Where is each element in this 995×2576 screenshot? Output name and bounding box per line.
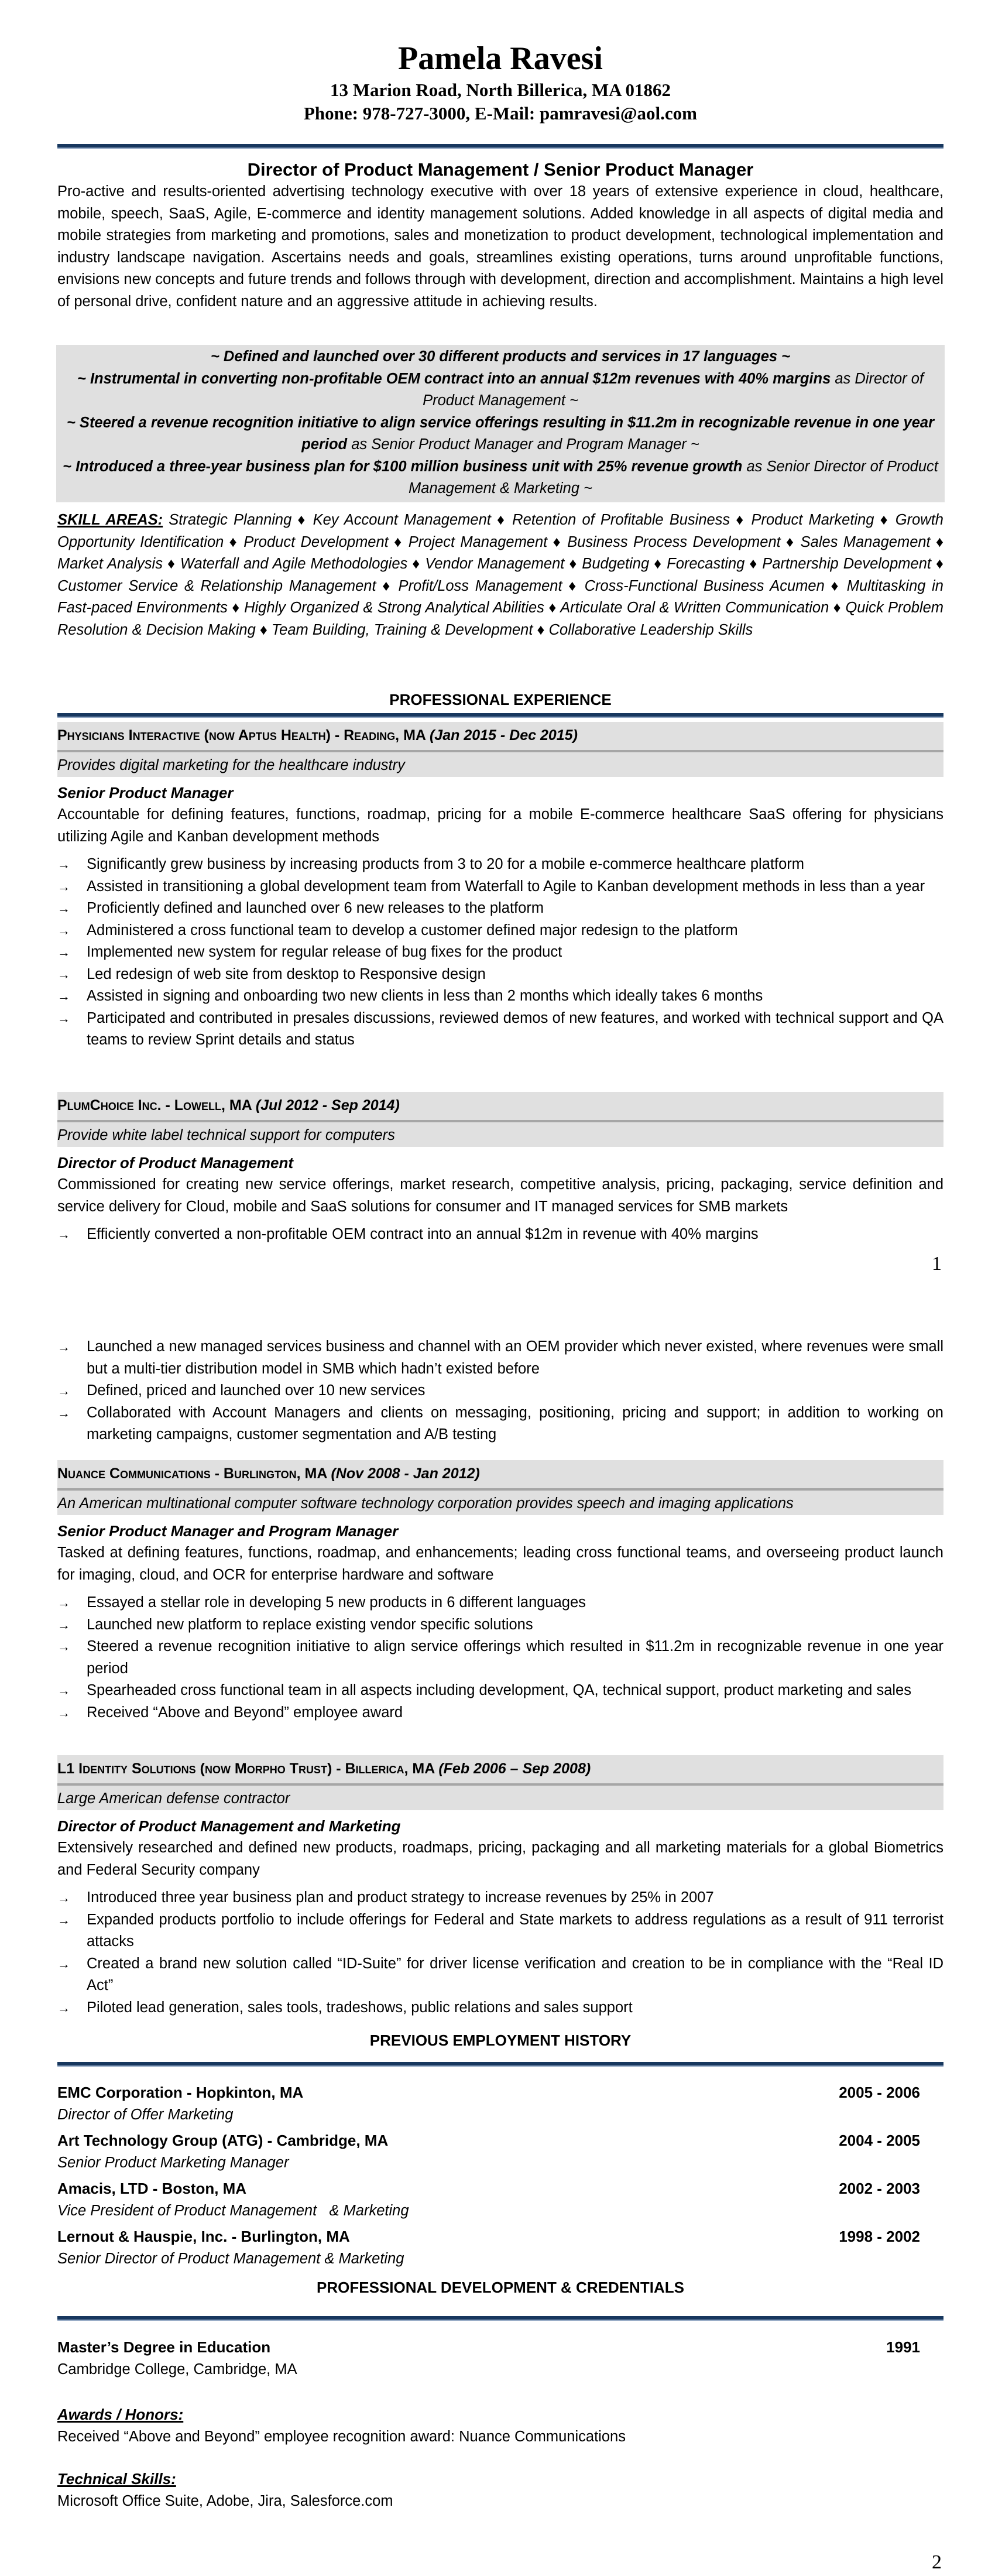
previous-company: Art Technology Group (ATG) - Cambridge, MA (57, 2132, 389, 2149)
job-title: Senior Product Manager and Program Manager (57, 1522, 399, 1540)
highlight-item: ~ Steered a revenue recognition initiative to align service offerings resulting in $11.2m in recognizable revenue in one year period as Senior Product Manager and Program Manager ~ (66, 414, 935, 453)
arrow-right-icon: → (57, 967, 70, 982)
arrow-right-icon: → (57, 1683, 70, 1698)
achievement-item: → Launched a new managed services business and channel with an OEM provider which never existed, where revenues were small but a multi-tier distribution model in SMB which hadn’t existed before (57, 1336, 943, 1380)
achievement-item: → Steered a revenue recognition initiative to align service offerings which resulted in $11.2m in recognizable revenue in one year period (57, 1636, 943, 1680)
previous-role: Senior Director of Product Management & Marketing (57, 2250, 404, 2267)
arrow-right-icon: → (57, 2000, 70, 2015)
achievement-item: → Administered a cross functional team to develop a customer defined major redesign to the platform (57, 920, 943, 942)
summary-paragraph: Pro-active and results-oriented advertising technology executive with over 18 years of extensive experience in cloud, healthcare, mobile, speech, SaaS, Agile, E-commerce and identity management solutions. Added knowledge in all aspects of digital media and mobile strategies from marketing and promotions, sales and monetization to product development, technological implementation and industry landscape navigation. Ascertains needs and goals, streamlines existing operations, turns around unprofitable functions, envisions new concepts and future trends and follows through with development, direction and accomplishment. Maintains a high level of personal drive, confident nature and an aggressive attitude in achieving results. (57, 183, 943, 310)
arrow-right-icon: → (57, 989, 70, 1003)
awards-text: Received “Above and Beyond” employee recognition award: Nuance Communications (57, 2428, 626, 2445)
achievement-list (57, 1224, 943, 1246)
achievement-item: → Piloted lead generation, sales tools, tradeshows, public relations and sales support (57, 1997, 943, 2019)
section-divider (57, 2062, 943, 2067)
company-name: Physicians Interactive (now Aptus Health) - Reading, MA (Jan 2015 - Dec 2015) (57, 727, 578, 744)
arrow-right-icon: → (57, 1912, 70, 1927)
arrow-right-icon: → (57, 1595, 70, 1610)
headline: Director of Product Management / Senior Product Manager (247, 159, 754, 180)
company-description: Provides digital marketing for the healthcare industry (57, 757, 405, 773)
page-number: 2 (932, 2551, 942, 2573)
technical-skills-heading: Technical Skills: (57, 2470, 176, 2488)
section-heading-experience: PROFESSIONAL EXPERIENCE (389, 691, 612, 708)
previous-years: 2004 - 2005 (839, 2132, 920, 2149)
job-summary: Extensively researched and defined new products, roadmaps, pricing, packaging and all marketing materials for a global Biometrics and Federal Security company (57, 1839, 943, 1878)
arrow-right-icon: → (57, 1010, 70, 1026)
highlight-item: ~ Instrumental in converting non-profitable OEM contract into an annual $12m revenues with 40% margins as Director of Product Management ~ (77, 370, 924, 409)
company-separator (57, 1488, 943, 1491)
header-divider (57, 144, 943, 149)
achievement-list (57, 854, 943, 1051)
achievement-item: → Significantly grew business by increasing products from 3 to 20 for a mobile e-commerce healthcare platform (57, 854, 943, 876)
achievement-item: → Efficiently converted a non-profitable OEM contract into an annual $12m in revenue with 40% margins (57, 1224, 943, 1246)
job-entry (57, 1092, 943, 1246)
highlight-item: ~ Defined and launched over 30 different products and services in 17 languages ~ (210, 348, 791, 365)
arrow-right-icon: → (57, 1405, 70, 1420)
previous-company: Amacis, LTD - Boston, MA (57, 2180, 247, 2197)
achievement-list (57, 1336, 943, 1446)
skill-areas-list: Strategic Planning ♦ Key Account Management ♦ Retention of Profitable Business ♦ Product Marketing ♦ Growth Opportunity Identification ♦ Product Development ♦ Project Management ♦ Business Process Development ♦ Sales Management ♦ Market Analysis ♦ Waterfall and Agile Methodologies ♦ Vendor Management ♦ Budgeting ♦ Forecasting ♦ Partnership Development ♦ Customer Service & Relationship Management ♦ Profit/Loss Management ♦ Cross-Functional Business Acumen ♦ Multitasking in Fast-paced Environments ♦ Highly Organized & Strong Analytical Abilities ♦ Articulate Oral & Written Communication ♦ Quick Problem Resolution & Decision Making ♦ Team Building, Training & Development ♦ Collaborative Leadership Skills (57, 512, 943, 638)
achievement-item: → Collaborated with Account Managers and clients on messaging, positioning, pricing and support; in addition to working on marketing campaigns, customer segmentation and A/B testing (57, 1402, 943, 1446)
degree-year: 1991 (886, 2338, 920, 2356)
achievement-item: → Received “Above and Beyond” employee award (57, 1702, 943, 1724)
section-divider (57, 2316, 943, 2321)
arrow-right-icon: → (57, 1340, 70, 1354)
arrow-right-icon: → (57, 1227, 70, 1242)
section-divider (57, 713, 943, 718)
achievement-item: → Created a brand new solution called “ID-Suite” for driver license verification and creation to be in compliance with the “Real ID Act” (57, 1953, 943, 1997)
job-title: Senior Product Manager (57, 784, 234, 801)
achievement-item: → Essayed a stellar role in developing 5 new products in 6 different languages (57, 1592, 943, 1614)
skill-areas (57, 509, 943, 641)
achievement-item: → Implemented new system for regular release of bug fixes for the product (57, 941, 943, 964)
achievement-item: → Proficiently defined and launched over 6 new releases to the platform (57, 898, 943, 920)
company-name: PlumChoice Inc. - Lowell, MA (Jul 2012 - Sep 2014) (57, 1097, 400, 1114)
skill-areas-label: SKILL AREAS: (57, 512, 163, 528)
section-heading-previous: PREVIOUS EMPLOYMENT HISTORY (369, 2032, 632, 2049)
company-header (57, 722, 943, 777)
education (57, 2336, 943, 2380)
technical-skills (57, 2468, 943, 2512)
company-name: Nuance Communications - Burlington, MA (Nov 2008 - Jan 2012) (57, 1465, 480, 1482)
arrow-right-icon: → (57, 1956, 70, 1971)
company-header (57, 1460, 943, 1515)
company-header (57, 1092, 943, 1147)
arrow-right-icon: → (57, 923, 70, 938)
achievement-item: → Introduced three year business plan and product strategy to increase revenues by 25% in 2007 (57, 1887, 943, 1909)
previous-years: 2002 - 2003 (839, 2180, 920, 2197)
previous-company: EMC Corporation - Hopkinton, MA (57, 2084, 304, 2101)
job-title: Director of Product Management (57, 1154, 294, 1171)
awards-heading: Awards / Honors: (57, 2406, 184, 2423)
achievement-item: → Assisted in signing and onboarding two new clients in less than 2 months which ideally takes 6 months (57, 985, 943, 1008)
job-title: Director of Product Management and Marketing (57, 1817, 401, 1835)
achievement-list (57, 1592, 943, 1724)
previous-role: Director of Offer Marketing (57, 2106, 234, 2123)
job-summary: Commissioned for creating new service offerings, market research, competitive analysis, pricing, packaging, service definition and service delivery for Cloud, mobile and SaaS solutions for consumer and IT managed services for SMB markets (57, 1176, 943, 1215)
arrow-right-icon: → (57, 1890, 70, 1905)
previous-employment-item (57, 2081, 943, 2126)
job-entry-continued (57, 1336, 943, 1446)
achievement-item: → Assisted in transitioning a global development team from Waterfall to Agile to Kanban development methods in less than a year (57, 876, 943, 898)
arrow-right-icon: → (57, 857, 70, 872)
previous-years: 2005 - 2006 (839, 2084, 920, 2101)
previous-employment-item (57, 2225, 943, 2270)
job-entry (57, 1460, 943, 1724)
company-name: L1 Identity Solutions (now Morpho Trust) - Billerica, MA (Feb 2006 – Sep 2008) (57, 1760, 591, 1777)
candidate-name: Pamela Ravesi (398, 40, 603, 77)
previous-employment-item (57, 2129, 943, 2174)
achievement-item: → Led redesign of web site from desktop to Responsive design (57, 964, 943, 986)
arrow-right-icon: → (57, 945, 70, 960)
company-description: Provide white label technical support for computers (57, 1127, 395, 1143)
job-entry (57, 1755, 943, 2019)
highlight-item: ~ Introduced a three-year business plan for $100 million business unit with 25% revenue growth as Senior Director of Product Management & Marketing ~ (63, 458, 938, 496)
resume-header (57, 40, 943, 125)
address: 13 Marion Road, North Billerica, MA 01862 (330, 80, 671, 100)
achievement-list (57, 1887, 943, 2019)
arrow-right-icon: → (57, 1639, 70, 1654)
job-summary: Accountable for defining features, functions, roadmap, pricing for a mobile E-commerce healthcare SaaS offering for physicians utilizing Agile and Kanban development methods (57, 806, 943, 845)
previous-employment-item (57, 2177, 943, 2222)
page-2 (0, 1288, 995, 2576)
previous-role: Vice President of Product Management & Marketing (57, 2202, 409, 2219)
company-separator (57, 750, 943, 752)
employment-dates: (Feb 2006 – Sep 2008) (438, 1760, 591, 1777)
arrow-right-icon: → (57, 901, 70, 916)
previous-role: Senior Product Marketing Manager (57, 2154, 289, 2171)
achievement-item: → Spearheaded cross functional team in all aspects including development, QA, technical support, product marketing and sales (57, 1680, 943, 1702)
page-number: 1 (932, 1253, 942, 1275)
arrow-right-icon: → (57, 879, 70, 894)
arrow-right-icon: → (57, 1705, 70, 1720)
highlights-box (56, 345, 945, 502)
arrow-right-icon: → (57, 1383, 70, 1398)
achievement-item: → Launched new platform to replace existing vendor specific solutions (57, 1614, 943, 1636)
employment-dates: (Nov 2008 - Jan 2012) (331, 1465, 480, 1482)
company-separator (57, 1783, 943, 1786)
job-summary: Tasked at defining features, functions, roadmap, and enhancements; leading cross functional teams, and overseeing product launch for imaging, cloud, and OCR for enterprise hardware and software (57, 1544, 943, 1583)
previous-employment-list (57, 2081, 943, 2273)
previous-company: Lernout & Hauspie, Inc. - Burlington, MA (57, 2228, 350, 2245)
section-heading-credentials: PROFESSIONAL DEVELOPMENT & CREDENTIALS (317, 2279, 684, 2296)
achievement-item: → Defined, priced and launched over 10 new services (57, 1380, 943, 1402)
previous-years: 1998 - 2002 (839, 2228, 920, 2245)
company-description: An American multinational computer software technology corporation provides speech and imaging applications (57, 1495, 794, 1512)
arrow-right-icon: → (57, 1617, 70, 1632)
achievement-item: → Expanded products portfolio to include offerings for Federal and State markets to address regulations as a result of 911 terrorist attacks (57, 1909, 943, 1953)
degree: Master’s Degree in Education (57, 2338, 271, 2356)
technical-skills-text: Microsoft Office Suite, Adobe, Jira, Salesforce.com (57, 2493, 393, 2509)
employment-dates: (Jan 2015 - Dec 2015) (429, 727, 578, 744)
employment-dates: (Jul 2012 - Sep 2014) (255, 1097, 400, 1114)
company-separator (57, 1120, 943, 1122)
achievement-item: → Participated and contributed in presales discussions, reviewed demos of new features, and worked with technical support and QA teams to review Sprint details and status (57, 1008, 943, 1051)
awards (57, 2403, 943, 2448)
job-entry (57, 722, 943, 1051)
contact-info: Phone: 978-727-3000, E-Mail: pamravesi@aol.com (304, 103, 697, 124)
school: Cambridge College, Cambridge, MA (57, 2361, 297, 2378)
company-header (57, 1755, 943, 1810)
company-description: Large American defense contractor (57, 1790, 290, 1807)
